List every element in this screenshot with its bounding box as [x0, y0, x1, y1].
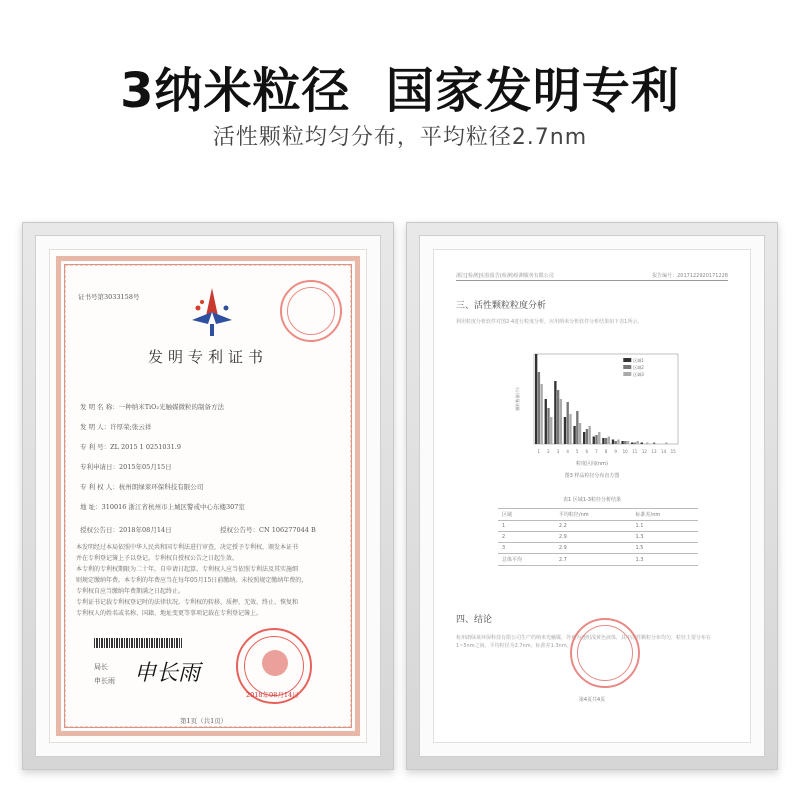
figure-caption: 图3 样品粒径分布直方图	[564, 473, 620, 479]
x-tick-label: 2	[547, 449, 550, 454]
histogram-bar	[535, 354, 537, 444]
section-title-conclusion: 四、结论	[456, 615, 493, 625]
seal-date: 2018年08月14日	[246, 691, 299, 699]
table-cell: 1.3	[632, 532, 698, 543]
section-title-particle-analysis: 三、活性颗粒粒度分析	[456, 301, 547, 311]
body-line: 本发明经过本局依照中华人民共和国专利法进行审查，决定授予专利权，颁发本证书	[76, 544, 299, 551]
histogram-bar	[634, 443, 636, 445]
histogram-bar	[595, 435, 597, 444]
company-seal-icon	[570, 618, 640, 688]
table-row	[498, 521, 698, 532]
certificate-frame	[22, 222, 394, 770]
histogram-bar	[569, 414, 571, 444]
histogram-bar	[608, 437, 610, 445]
table-row	[498, 543, 698, 554]
histogram-bar	[550, 417, 552, 444]
histogram-bar	[554, 381, 556, 444]
table-cell: 2	[498, 532, 555, 543]
histogram-bar	[573, 426, 575, 444]
particle-size-histogram	[514, 348, 684, 458]
x-tick-label: 6	[585, 449, 589, 454]
histogram-bar	[665, 443, 667, 445]
histogram-bar	[538, 372, 540, 444]
table-cell: 2.9	[555, 543, 632, 554]
histogram-bar	[583, 432, 585, 444]
header-divider	[456, 280, 728, 281]
histogram-bar	[576, 411, 578, 444]
table-cell: 2.7	[555, 554, 632, 566]
chart-xlabel: 粒度区间(nm)	[576, 461, 608, 467]
x-tick-label: 1	[537, 449, 541, 454]
field-inventor: 发 明 人：许厚荣;张云祥	[80, 423, 152, 431]
histogram-bar	[636, 441, 638, 444]
table-cell: 1	[498, 521, 555, 532]
histogram-bar	[540, 384, 542, 444]
histogram-bar	[557, 390, 559, 444]
certificate-number: 证书号第3033158号	[78, 293, 140, 301]
table-header: 标准差/nm	[632, 509, 698, 521]
body-line: 专利权自应当缴纳年费期满之日起终止。	[76, 588, 185, 595]
table-cell: 1.3	[632, 554, 698, 566]
histogram-bar	[567, 402, 569, 444]
national-emblem-icon	[262, 650, 288, 676]
legend-label: 区域3	[633, 372, 644, 377]
x-tick-label: 11	[632, 449, 638, 454]
table-cell: 总体平均	[498, 554, 555, 566]
barcode-icon	[94, 638, 182, 648]
histogram-bar	[545, 399, 547, 444]
histogram-bar	[547, 408, 549, 444]
body-line: 本专利的专利权期限为二十年，自申请日起算。专利权人应当依照专利法及其实施细	[76, 566, 299, 573]
histogram-bar	[617, 440, 619, 445]
x-tick-label: 15	[670, 449, 676, 454]
histogram-bar	[641, 443, 643, 445]
report-mat	[419, 235, 765, 757]
field-invention-name: 发 明 名 称：一种纳米TiO₂光触媒微粒的制备方法	[80, 403, 225, 411]
histogram-bar	[612, 440, 614, 445]
x-tick-label: 14	[661, 449, 667, 454]
table-caption: 表1 区域1-3粒径分析结果	[563, 497, 621, 503]
director-signature: 申长雨	[134, 661, 201, 686]
table-cell: 2.9	[555, 532, 632, 543]
x-tick-label: 8	[604, 449, 608, 454]
histogram-bar	[593, 437, 595, 445]
report-header-left: 浙江[检测]实验报告(检测)检测服务有限公司	[456, 273, 554, 279]
legend-label: 区域2	[633, 365, 644, 370]
legend-label: 区域1	[633, 358, 644, 363]
field-patentee: 专 利 权 人：杭州朗绿莱环保科技有限公司	[80, 483, 204, 491]
legend-swatch	[623, 358, 631, 362]
table-header: 平均粒径/nm	[555, 509, 632, 521]
conclusion-text: 杭州朗绿莱环保科技有限公司生产的纳米光触媒，外观为透明浅黄色液体，其中活性颗粒分布均匀，粒径主要分布在1~5nm之间，平均粒径为2.7nm，标准差1.3nm。	[456, 635, 712, 649]
field-address: 地 址：310016 浙江省杭州市上城区警戒中心东楼307室	[80, 503, 245, 511]
table-row	[498, 532, 698, 543]
x-tick-label: 7	[595, 449, 598, 454]
body-line: 专利权人的姓名或名称、国籍、地址变更等事项记载在专利登记簿上。	[76, 610, 263, 617]
grant-date: 授权公告日：2018年08月14日	[80, 526, 172, 534]
certificate-title: 发明专利证书	[147, 348, 268, 366]
signer-label-director: 局长	[94, 663, 108, 671]
certificate-stamp-top-icon	[280, 280, 342, 342]
x-tick-label: 12	[641, 449, 647, 454]
body-line: 专利证书记载专利权登记时的法律状况。专利权的转移、质押、无效、终止、恢复和	[76, 599, 299, 606]
x-tick-label: 9	[614, 449, 617, 454]
body-line: 并在专利登记簿上予以登记。专利权自授权公告之日起生效。	[76, 555, 239, 562]
histogram-bar	[624, 441, 626, 444]
certificate-body-text	[76, 542, 336, 619]
table-cell: 1.5	[632, 543, 698, 554]
histogram-bar	[646, 443, 648, 445]
certificate-page: 第1页（共1页）	[180, 717, 228, 725]
histogram-bar	[615, 441, 617, 444]
headline: 3纳米粒径 国家发明专利	[120, 63, 680, 119]
x-tick-label: 13	[651, 449, 657, 454]
legend-swatch	[623, 372, 631, 376]
histogram-bar	[588, 426, 590, 444]
test-report	[433, 249, 751, 743]
table-header: 区域	[498, 509, 555, 521]
report-intro: 利用粒度分析软件对图2-4进行粒度分析，应用纳米分析软件分析结果如下表1所示。	[456, 319, 643, 325]
particle-size-table	[498, 508, 698, 566]
x-tick-label: 4	[566, 449, 569, 454]
patent-certificate	[49, 249, 367, 743]
histogram-bar	[621, 441, 623, 444]
table-cell: 1.1	[632, 521, 698, 532]
field-application-date: 专利申请日：2015年05月15日	[80, 463, 172, 471]
table-header-row	[498, 509, 698, 521]
histogram-bar	[579, 423, 581, 444]
signer-label-name: 申长雨	[94, 677, 115, 685]
x-tick-label: 5	[575, 449, 579, 454]
table-cell: 2.2	[555, 521, 632, 532]
legend-swatch	[623, 365, 631, 369]
field-patent-number: 专 利 号：ZL 2015 1 0251031.9	[80, 443, 181, 451]
patent-office-logo-icon	[188, 286, 236, 338]
grant-number: 授权公告号：CN 106277044 B	[220, 526, 316, 534]
histogram-bar	[598, 432, 600, 444]
report-frame	[406, 222, 778, 770]
report-page: 第4页共4页	[578, 697, 606, 703]
histogram-bar	[631, 443, 633, 445]
histogram-bar	[564, 417, 566, 444]
certificate-mat	[35, 235, 381, 757]
subline: 活性颗粒均匀分布，平均粒径2.7nm	[212, 125, 588, 150]
histogram-bar	[653, 443, 655, 445]
table-row	[498, 554, 698, 566]
histogram-bar	[602, 438, 604, 444]
table-cell: 3	[498, 543, 555, 554]
histogram-bar	[586, 429, 588, 444]
report-header-right: 报告编号：2017122920171228	[652, 273, 728, 279]
histogram-bar	[605, 438, 607, 444]
y-axis-label: 颗粒数量(个)	[515, 387, 520, 411]
body-line: 则规定缴纳年费。本专利的年费应当在每年05月15日前缴纳。未按照规定缴纳年费的，	[76, 577, 308, 584]
x-tick-label: 3	[556, 449, 560, 454]
histogram-bar	[560, 399, 562, 444]
histogram-bar	[627, 441, 629, 444]
x-tick-label: 10	[622, 449, 628, 454]
